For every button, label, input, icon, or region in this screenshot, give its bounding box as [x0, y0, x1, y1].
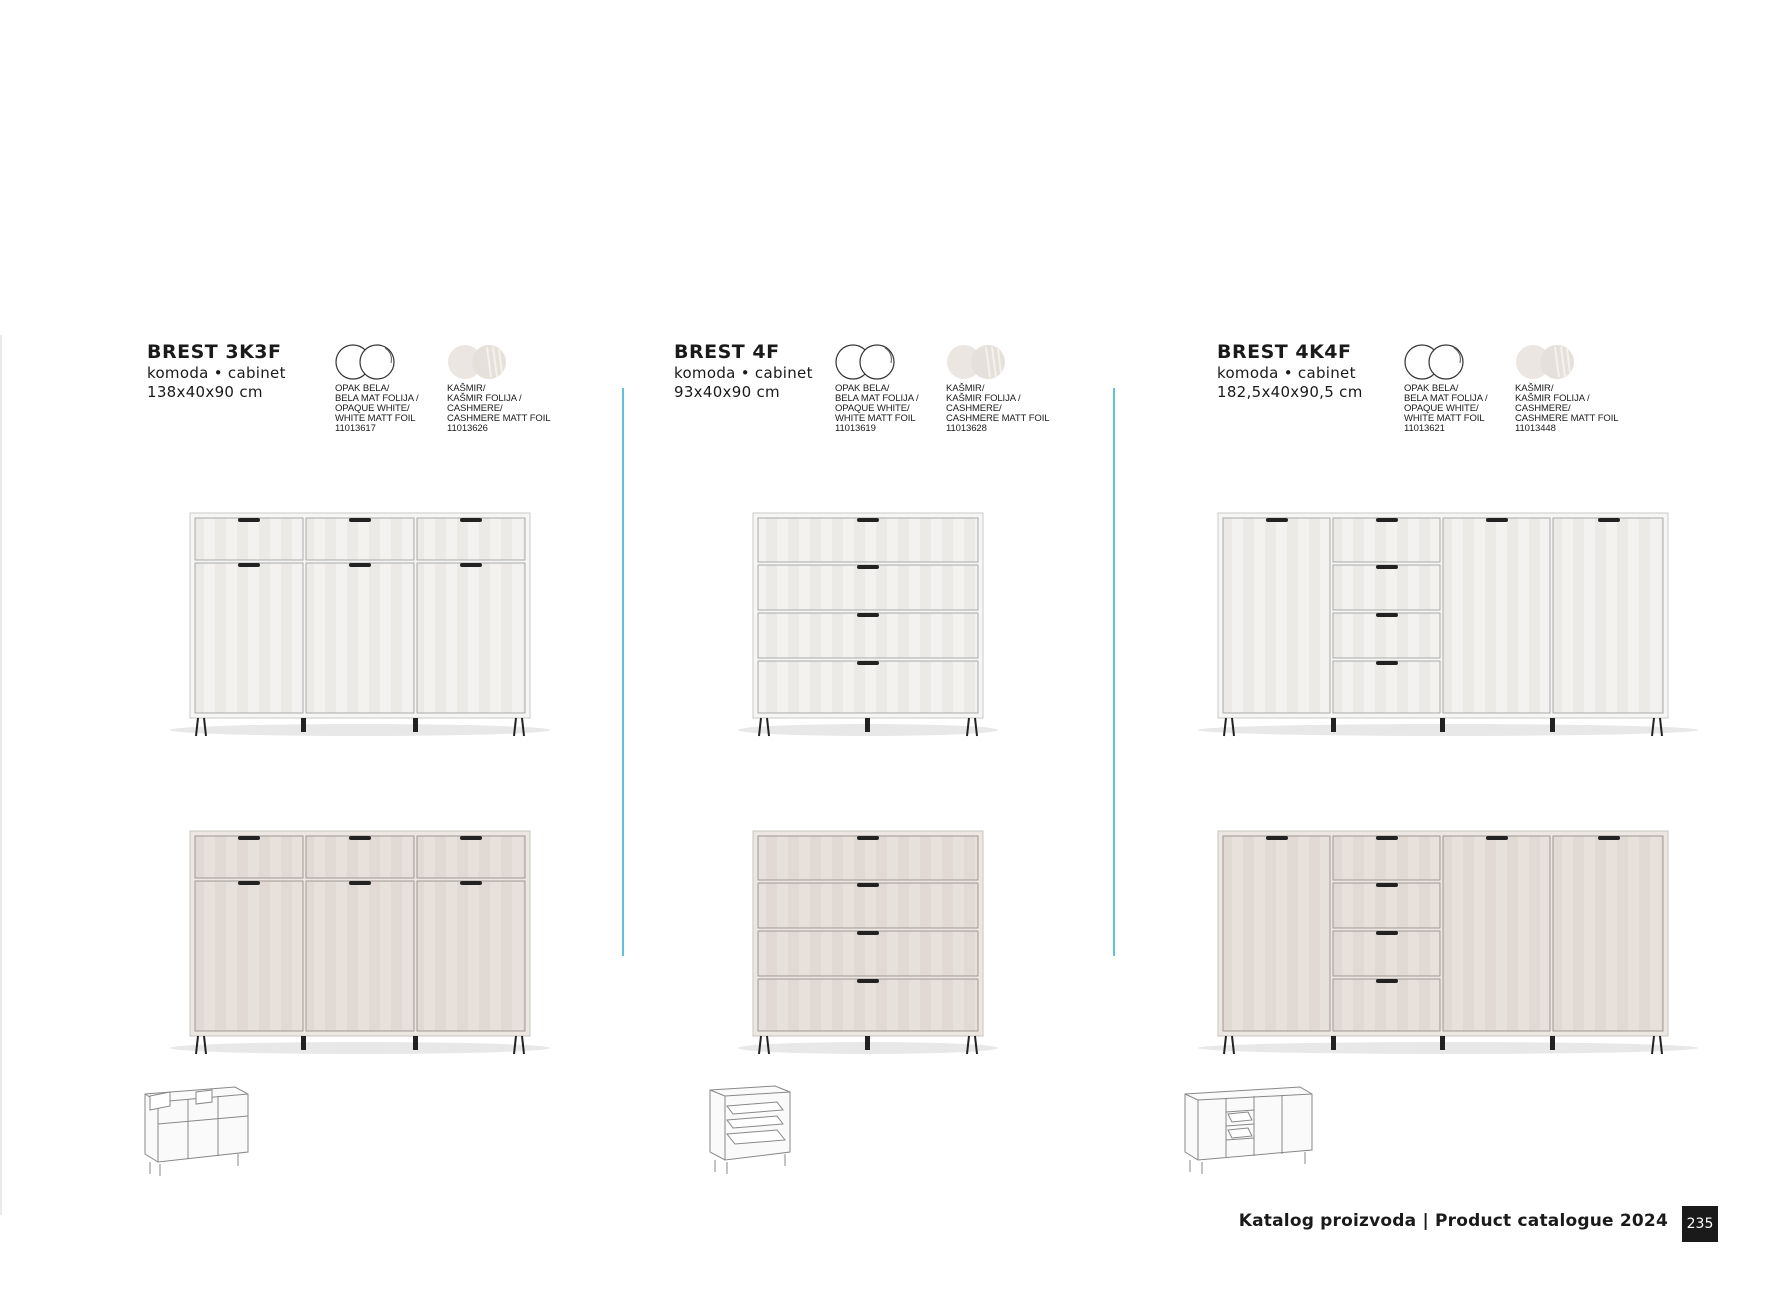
swatch-label-line: BELA MAT FOLIJA /: [1404, 393, 1488, 404]
product-header-brest-4k4f: [1217, 340, 1363, 402]
swatch-label-line: KAŠMIR FOLIJA /: [1515, 393, 1590, 404]
cabinet-image-4f-white: [733, 508, 1003, 738]
swatch-label-line: CASHMERE MATT FOIL: [946, 413, 1050, 424]
swatch-label-line: KAŠMIR/: [1515, 383, 1554, 394]
swatch-white: [835, 343, 918, 434]
white-swatch-icon: [335, 343, 418, 381]
swatch-label-line: KAŠMIR FOLIJA /: [946, 393, 1021, 404]
swatch-label-line: CASHMERE MATT FOIL: [1515, 413, 1619, 424]
cabinet-image-4k4f-cashmere: [1188, 826, 1708, 1056]
swatch-label-line: KAŠMIR/: [946, 383, 985, 394]
cashmere-swatch-icon: [1515, 343, 1618, 381]
white-swatch-icon: [1404, 343, 1487, 381]
cabinet-image-4k4f-white: [1188, 508, 1708, 738]
swatch-label-line: CASHMERE/: [447, 403, 503, 414]
product-header-brest-4f: [674, 340, 813, 402]
product-title: BREST 4K4F: [1217, 341, 1352, 363]
swatch-label-line: BELA MAT FOLIJA /: [335, 393, 419, 404]
product-subtitle: komoda • cabinet: [147, 364, 286, 382]
swatch-cashmere: [447, 343, 550, 434]
swatch-label-line: OPAK BELA/: [835, 383, 890, 394]
swatch-label-line: KAŠMIR/: [447, 383, 486, 394]
swatch-label-line: WHITE MATT FOIL: [835, 413, 916, 424]
swatch-white: [1404, 343, 1487, 434]
cabinet-image-4f-cashmere: [733, 826, 1003, 1056]
white-swatch-icon: [835, 343, 918, 381]
swatch-label-line: CASHMERE MATT FOIL: [447, 413, 551, 424]
swatch-label-line: KAŠMIR FOLIJA /: [447, 393, 522, 404]
swatch-code: 11013448: [1515, 423, 1556, 434]
swatch-label-line: WHITE MATT FOIL: [335, 413, 416, 424]
product-size: 138x40x90 cm: [147, 383, 263, 401]
product-size: 93x40x90 cm: [674, 383, 780, 401]
swatch-code: 11013626: [447, 423, 488, 434]
swatch-cashmere: [1515, 343, 1618, 434]
cashmere-swatch-icon: [946, 343, 1049, 381]
swatch-cashmere: [946, 343, 1049, 434]
open-cabinet-sketch-4k4f: [1180, 1082, 1320, 1181]
swatch-code: 11013617: [335, 423, 376, 434]
swatch-label-line: CASHMERE/: [1515, 403, 1571, 414]
swatch-label-line: OPAQUE WHITE/: [335, 403, 410, 414]
catalogue-footer: Katalog proizvoda | Product catalogue 2024: [1238, 1211, 1668, 1231]
product-title: BREST 4F: [674, 341, 780, 363]
product-title: BREST 3K3F: [147, 341, 282, 363]
swatch-code: 11013628: [946, 423, 987, 434]
swatch-label-line: WHITE MATT FOIL: [1404, 413, 1485, 424]
swatch-label-line: CASHMERE/: [946, 403, 1002, 414]
swatch-white: [335, 343, 418, 434]
swatch-code: 11013619: [835, 423, 876, 434]
cashmere-swatch-icon: [447, 343, 550, 381]
swatch-label-line: OPAQUE WHITE/: [835, 403, 910, 414]
page-edge: [0, 335, 2, 1215]
swatch-label-line: BELA MAT FOLIJA /: [835, 393, 919, 404]
swatch-label-line: OPAK BELA/: [1404, 383, 1459, 394]
cabinet-image-3k3f-white: [160, 508, 560, 738]
product-header-brest-3k3f: [147, 340, 286, 402]
swatch-label-line: OPAK BELA/: [335, 383, 390, 394]
open-cabinet-sketch-3k3f: [140, 1082, 255, 1181]
product-subtitle: komoda • cabinet: [674, 364, 813, 382]
open-cabinet-sketch-4f: [705, 1082, 800, 1181]
product-size: 182,5x40x90,5 cm: [1217, 383, 1363, 401]
column-divider: [1113, 388, 1115, 956]
swatch-label-line: OPAQUE WHITE/: [1404, 403, 1479, 414]
column-divider: [622, 388, 624, 956]
cabinet-image-3k3f-cashmere: [160, 826, 560, 1056]
swatch-code: 11013621: [1404, 423, 1445, 434]
page-number: 235: [1682, 1206, 1718, 1242]
product-subtitle: komoda • cabinet: [1217, 364, 1356, 382]
